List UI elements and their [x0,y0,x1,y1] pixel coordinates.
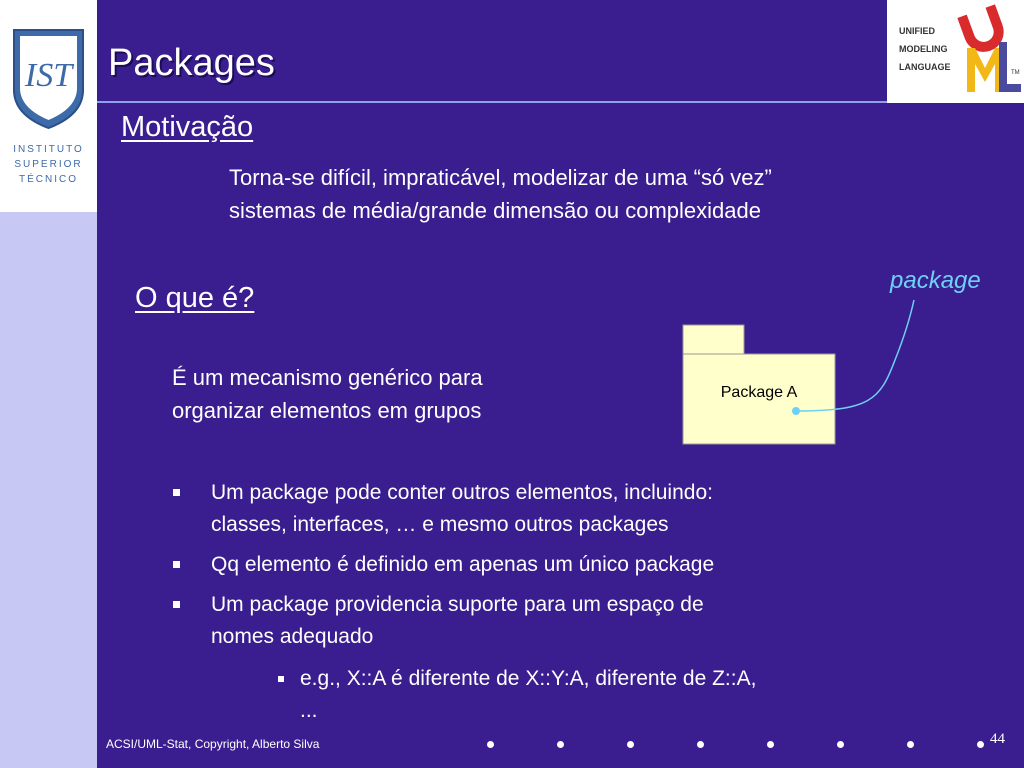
bullet-list [173,477,863,661]
bullet-1-line-1: Um package pode conter outros elementos, incluindo: [211,481,713,504]
footer-dot [487,741,494,748]
package-tab [683,325,744,354]
footer-dot [557,741,564,748]
package-callout-label: package [890,267,981,294]
footer-dot [627,741,634,748]
ist-line-1: INSTITUTO [13,144,84,155]
package-label: Package A [720,384,798,401]
footer-copyright: ACSI/UML-Stat, Copyright, Alberto Silva [106,737,320,751]
motivation-line-2: sistemas de média/grande dimensão ou complexidade [229,198,761,223]
uml-line-3: LANGUAGE [899,62,951,72]
ist-line-3: TÉCNICO [19,174,78,185]
footer-dot [767,741,774,748]
footer-dot [977,741,984,748]
page-title: Packages [108,42,275,84]
page-number: 44 [990,731,1005,747]
uml-tm: TM [1011,70,1020,76]
motivation-heading: Motivação [121,111,254,143]
what-is-heading: O que é? [135,282,255,314]
bullet-item-3 [173,589,863,653]
bullet-1-line-2: classes, interfaces, … e mesmo outros packages [211,513,669,536]
ist-monogram: IST [24,57,73,94]
bullet-marker-icon [173,601,180,608]
bullet-marker-icon [173,489,180,496]
bullet-3-line-2: nomes adequado [211,625,374,648]
what-is-line-2: organizar elementos em grupos [172,398,482,423]
footer-dot [697,741,704,748]
bullet-2-line-1: Qq elemento é definido em apenas um único package [211,553,715,576]
uml-line-2: MODELING [899,44,948,54]
footer-dot [837,741,844,748]
sub-bullet-item [278,663,900,727]
ist-line-2: SUPERIOR [14,159,83,170]
sub-bullet-line-1: e.g., X::A é diferente de X::Y:A, diferente de Z::A, [300,667,757,690]
what-is-line-1: É um mecanismo genérico para [172,365,483,390]
bullet-item-1 [173,477,863,541]
bullet-marker-icon [173,561,180,568]
motivation-line-1: Torna-se difícil, impraticável, modelizar de uma “só vez” [229,165,772,190]
uml-line-1: UNIFIED [899,26,935,36]
footer-dot [907,741,914,748]
sub-bullet-marker-icon [278,676,284,682]
bullet-item-2 [173,549,863,581]
callout-anchor-dot [792,407,800,415]
sub-bullet-line-2: ... [300,699,318,722]
bullet-3-line-1: Um package providencia suporte para um espaço de [211,593,704,616]
